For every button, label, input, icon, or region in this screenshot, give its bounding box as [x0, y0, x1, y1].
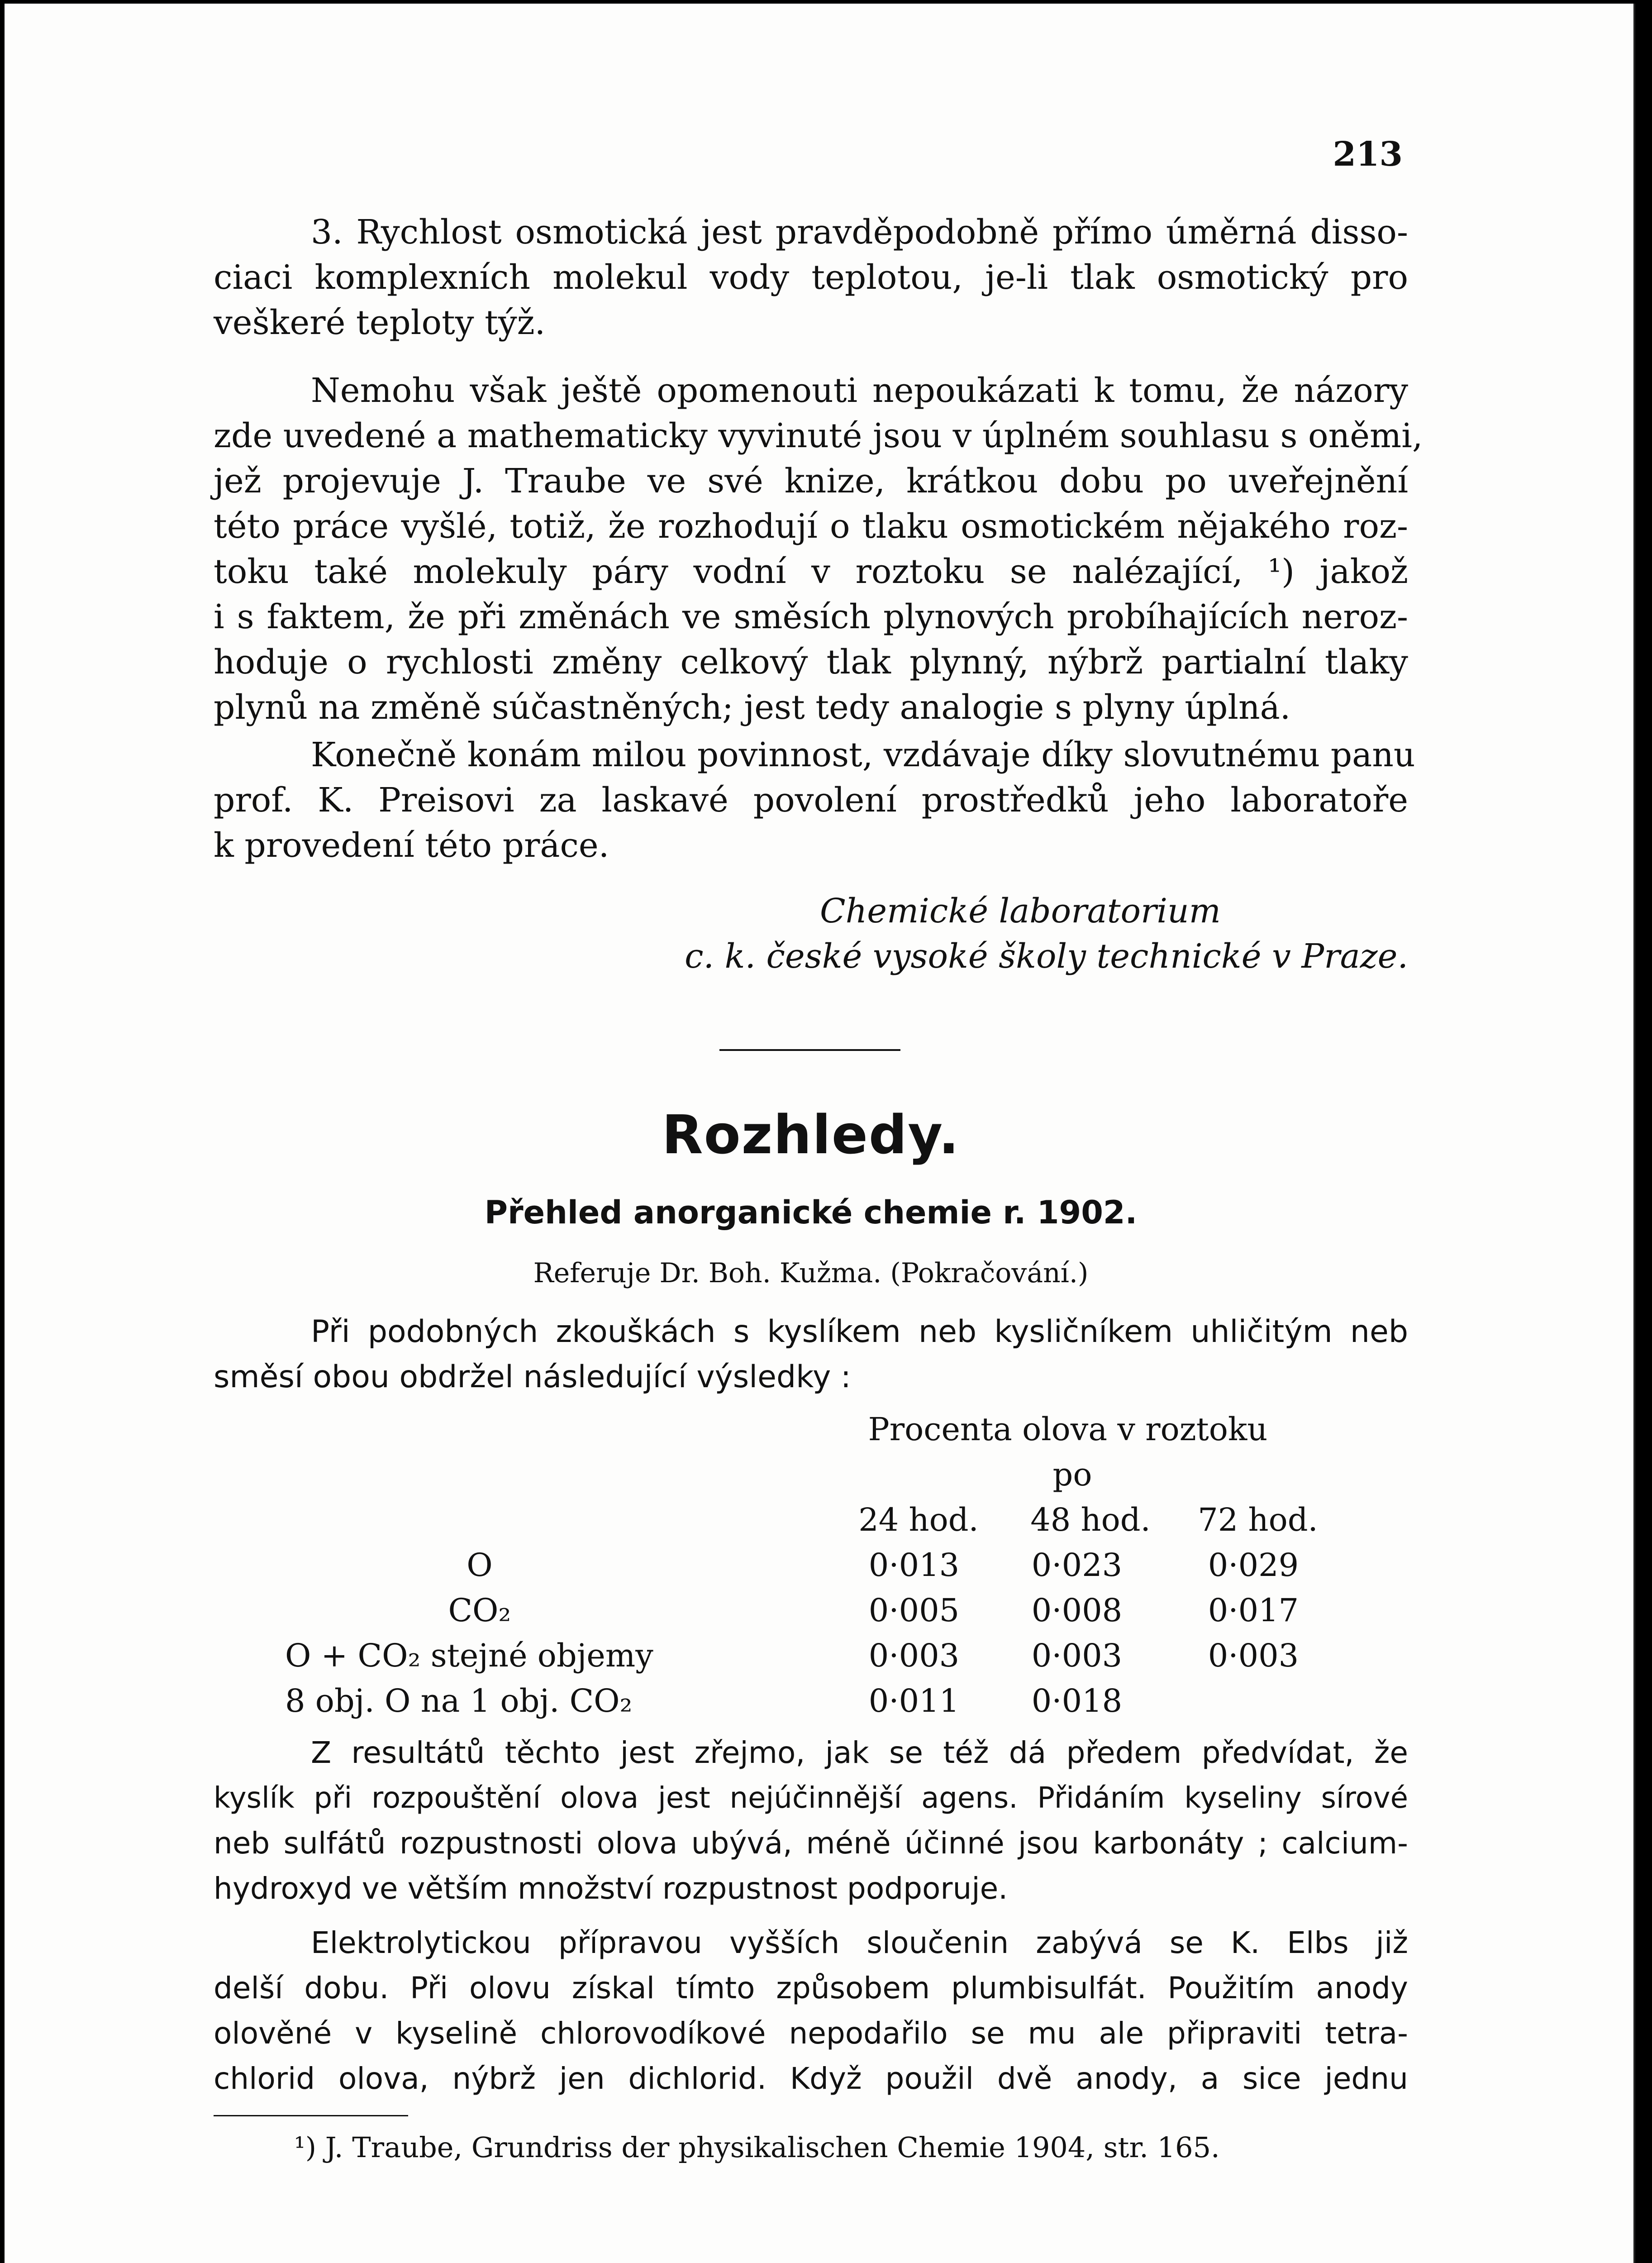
paragraph-acknowledgement: [214, 732, 1415, 868]
page-number: 213: [1333, 135, 1403, 174]
text-line: delší dobu. Při olovu získal tímto způsobem plumbisulfát. Použitím anody: [214, 1971, 1408, 2005]
text-line: k provedení této práce.: [214, 826, 609, 865]
text-line: Při podobných zkouškách s kyslíkem neb kysličníkem uhličitým neb: [311, 1314, 1408, 1350]
paragraph-results: [214, 1730, 1408, 1911]
text-line: ciaci komplexních molekul vody teplotou, je-li tlak osmotický pro: [214, 258, 1408, 297]
footnote: ¹) J. Traube, Grundriss der physikalischen Chemie 1904, str. 165.: [294, 2131, 1220, 2164]
table-cell: 0·003: [868, 1637, 960, 1674]
signature-school: c. k. české vysoké školy technické v Praze.: [685, 937, 1408, 976]
text-line: Konečně konám milou povinnost, vzdávaje díky slovutnému panu: [311, 735, 1415, 774]
table-cell: 0·023: [1031, 1547, 1123, 1584]
paragraph-elbs: [214, 1920, 1408, 2101]
table-cell: 0·003: [1208, 1637, 1299, 1674]
column-header: 24 hod.: [858, 1501, 979, 1538]
table-header-po: po: [1052, 1456, 1092, 1493]
table-cell: 0·003: [1031, 1637, 1123, 1674]
text-line: zde uvedené a mathematicky vyvinuté jsou v úplném souhlasu s oněmi,: [214, 416, 1423, 455]
section-title: Rozhledy.: [662, 1103, 960, 1166]
text-line: hoduje o rychlosti změny celkový tlak plynný, nýbrž partialní tlaky: [214, 643, 1408, 682]
row-label: O: [467, 1547, 493, 1584]
text-line: směsí obou obdržel následující výsledky :: [214, 1359, 851, 1395]
table-cell: 0·018: [1031, 1682, 1123, 1719]
text-line: i s faktem, že při změnách ve směsích plynových probíhajících neroz-: [214, 597, 1408, 636]
footnote-divider: [214, 2115, 408, 2116]
text-line: prof. K. Preisovi za laskavé povolení prostředků jeho laboratoře: [214, 781, 1408, 820]
row-label: CO₂: [448, 1592, 511, 1629]
text-line: hydroxyd ve větším množství rozpustnost podporuje.: [214, 1871, 1008, 1906]
signature-institution: Chemické laboratorium: [820, 892, 1221, 931]
scanned-page: [5, 4, 1635, 2263]
text-line: Nemohu však ještě opomenouti nepoukázati k tomu, že názory: [311, 371, 1408, 410]
table-cell: 0·017: [1208, 1592, 1299, 1629]
section-divider: [719, 1049, 900, 1051]
signature: [214, 888, 1408, 979]
text-line: 3. Rychlost osmotická jest pravděpodobně přímo úměrná disso-: [311, 213, 1408, 252]
table-cell: 0·029: [1208, 1547, 1299, 1584]
paragraph-traube: [214, 368, 1423, 730]
text-line: této práce vyšlé, totiž, že rozhodují o tlaku osmotickém nějakého roz-: [214, 507, 1408, 546]
paragraph-intro: [214, 1309, 1408, 1400]
text-line: jež projevuje J. Traube ve své knize, krátkou dobu po uveřejnění: [214, 462, 1408, 501]
text-line: neb sulfátů rozpustnosti olova ubývá, méně účinné jsou karbonáty ; calcium-: [214, 1826, 1408, 1861]
text-line: Z resultátů těchto jest zřejmo, jak se též dá předem předvídat, že: [311, 1735, 1408, 1770]
text-line: plynů na změně súčastněných; jest tedy analogie s plyny úplná.: [214, 688, 1291, 727]
row-label: O + CO₂ stejné objemy: [285, 1637, 653, 1674]
column-header: 72 hod.: [1198, 1501, 1318, 1538]
column-header: 48 hod.: [1030, 1501, 1151, 1538]
table-cell: 0·013: [868, 1547, 960, 1584]
byline: Referuje Dr. Boh. Kužma. (Pokračování.): [533, 1257, 1089, 1289]
text-line: Elektrolytickou přípravou vyšších sloučenin zabývá se K. Elbs již: [311, 1925, 1408, 1960]
table-cell: 0·005: [868, 1592, 960, 1629]
article-title: Přehled anorganické chemie r. 1902.: [484, 1194, 1138, 1231]
text-line: toku také molekuly páry vodní v roztoku se nalézající, ¹) jakož: [214, 552, 1408, 591]
table-cell: 0·011: [868, 1682, 960, 1719]
paragraph-osmotic-rate: [214, 210, 1408, 345]
text-line: chlorid olova, nýbrž jen dichlorid. Když použil dvě anody, a sice jednu: [214, 2061, 1408, 2096]
text-line: kyslík při rozpouštění olova jest nejúčinnější agens. Přidáním kyseliny sírové: [214, 1781, 1408, 1815]
text-line: veškeré teploty týž.: [214, 303, 546, 342]
row-label: 8 obj. O na 1 obj. CO₂: [285, 1682, 633, 1719]
table-header: Procenta olova v roztoku: [868, 1411, 1268, 1448]
table-cell: 0·008: [1031, 1592, 1123, 1629]
text-line: olověné v kyselině chlorovodíkové nepodařilo se mu ale připraviti tetra-: [214, 2016, 1408, 2051]
